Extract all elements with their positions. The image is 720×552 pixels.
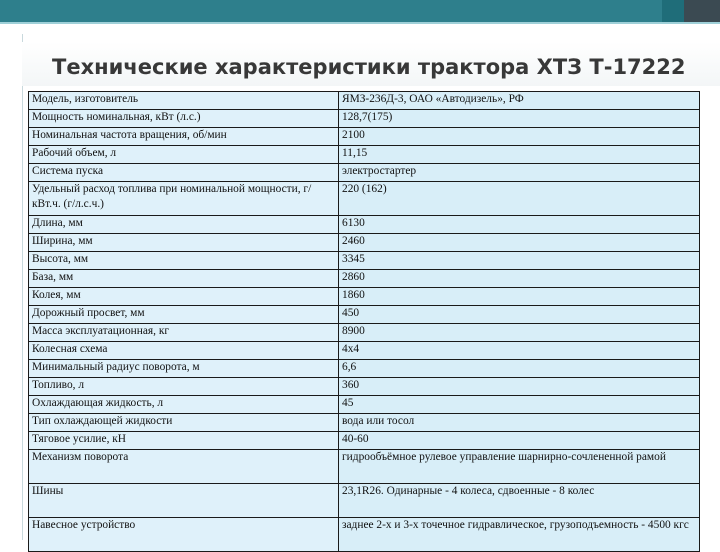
spec-value-cell: 128,7(175) [339,110,700,128]
table-row [29,450,700,484]
specs-table [28,91,700,552]
spec-label-cell: Колея, мм [29,288,339,306]
spec-value-cell: 360 [339,378,700,396]
spec-label-cell: Топливо, л [29,378,339,396]
left-margin-rule [22,34,23,540]
spec-value-cell: 45 [339,396,700,414]
spec-value-cell: 2460 [339,234,700,252]
spec-value-cell: 23,1R26. Одинарные - 4 колеса, сдвоенные - 8 колес [339,484,700,518]
spec-value-cell: заднее 2-х и 3-х точечное гидравлическое, грузоподъемность - 4500 кгс [339,518,700,552]
spec-value-cell: 3345 [339,252,700,270]
spec-label-cell: Длина, мм [29,216,339,234]
spec-label-cell: Колесная схема [29,342,339,360]
spec-value-cell: 450 [339,306,700,324]
table-row [29,234,700,252]
table-row [29,146,700,164]
table-row [29,396,700,414]
spec-value-cell: гидрообъёмное рулевое управление шарнирно-сочлененной рамой [339,450,700,484]
spec-label-cell: Модель, изготовитель [29,92,339,110]
table-row [29,128,700,146]
spec-value-cell: 8900 [339,324,700,342]
spec-label-cell: База, мм [29,270,339,288]
spec-value-cell: 2100 [339,128,700,146]
table-row [29,270,700,288]
table-row [29,360,700,378]
spec-label-cell: Удельный расход топлива при номинальной мощности, г/кВт.ч. (г/л.с.ч.) [29,182,339,216]
spec-label-cell: Рабочий объем, л [29,146,339,164]
table-row [29,164,700,182]
table-row [29,378,700,396]
spec-label-cell: Номинальная частота вращения, об/мин [29,128,339,146]
spec-label-cell: Дорожный просвет, мм [29,306,339,324]
spec-value-cell: 1860 [339,288,700,306]
spec-value-cell: 2860 [339,270,700,288]
spec-value-cell: 6,6 [339,360,700,378]
table-row [29,216,700,234]
spec-value-cell: 4х4 [339,342,700,360]
table-row [29,288,700,306]
table-row [29,432,700,450]
header-accent-block [662,0,684,22]
table-row [29,182,700,216]
spec-label-cell: Ширина, мм [29,234,339,252]
spec-label-cell: Навесное устройство [29,518,339,552]
table-row [29,324,700,342]
specs-table-body [29,92,700,552]
spec-label-cell: Система пуска [29,164,339,182]
slide-title: Технические характеристики трактора ХТЗ Т-17222 [52,55,686,79]
table-row [29,92,700,110]
table-row [29,306,700,324]
spec-label-cell: Мощность номинальная, кВт (л.с.) [29,110,339,128]
spec-value-cell: ЯМЗ-236Д-3, ОАО «Автодизель», РФ [339,92,700,110]
spec-label-cell: Минимальный радиус поворота, м [29,360,339,378]
table-row [29,110,700,128]
spec-label-cell: Механизм поворота [29,450,339,484]
spec-label-cell: Тяговое усилие, кН [29,432,339,450]
table-row [29,342,700,360]
spec-value-cell: 40-60 [339,432,700,450]
table-row [29,484,700,518]
table-row [29,518,700,552]
table-row [29,414,700,432]
spec-label-cell: Высота, мм [29,252,339,270]
spec-value-cell: 11,15 [339,146,700,164]
spec-value-cell: вода или тосол [339,414,700,432]
spec-value-cell: электростартер [339,164,700,182]
spec-label-cell: Охлаждающая жидкость, л [29,396,339,414]
header-divider [0,22,720,24]
spec-value-cell: 220 (162) [339,182,700,216]
header-band [0,0,720,22]
spec-value-cell: 6130 [339,216,700,234]
spec-label-cell: Масса эксплуатационная, кг [29,324,339,342]
table-row [29,252,700,270]
header-dark-block [684,0,720,22]
spec-label-cell: Шины [29,484,339,518]
spec-label-cell: Тип охлаждающей жидкости [29,414,339,432]
